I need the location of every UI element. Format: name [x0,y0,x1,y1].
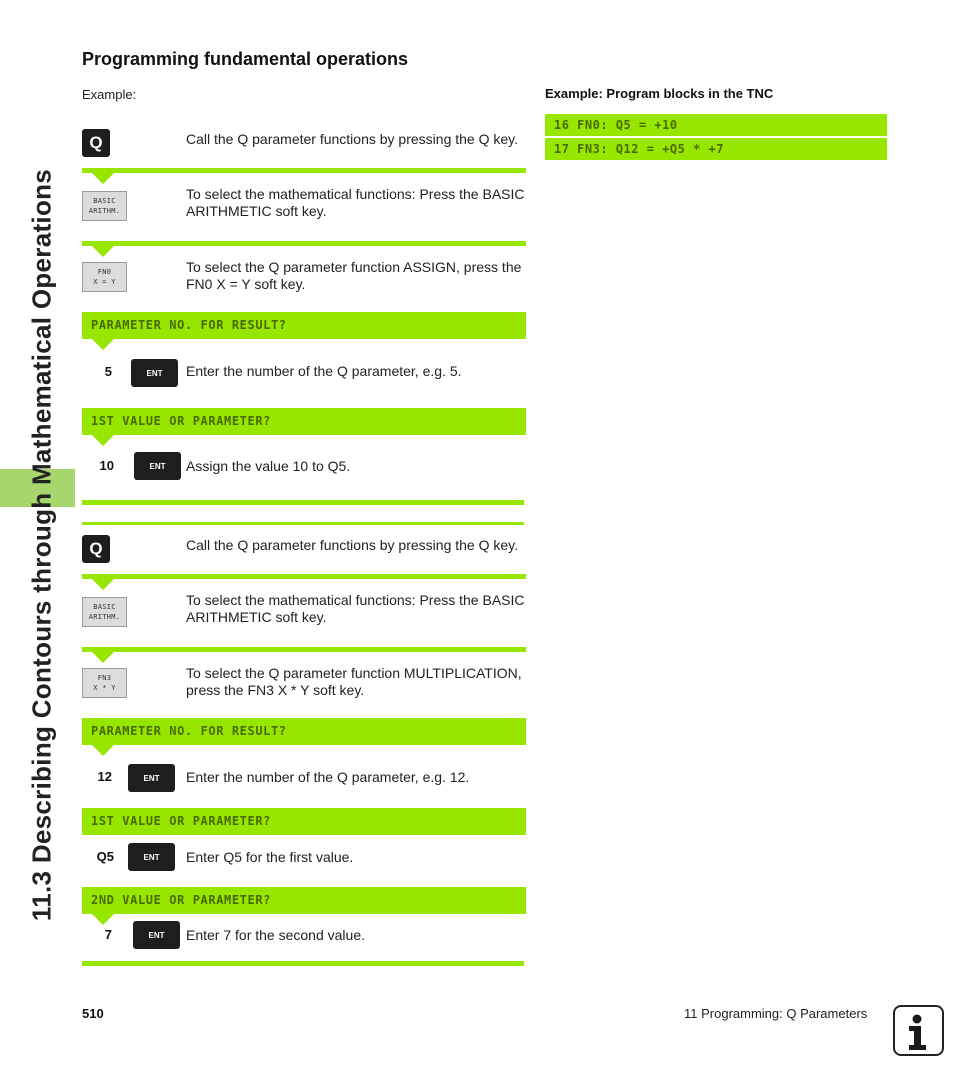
step-text: Enter the number of the Q parameter, e.g. 5. [186,363,462,379]
step-q-key [82,526,526,574]
step-text: To select the mathematical functions: Press the BASIC ARITHMETIC soft key. [186,186,525,219]
ent-key[interactable]: ENT [134,452,181,480]
step-text: To select the Q parameter function ASSIGN, press the FN0 X = Y soft key. [186,259,522,292]
step-text: Assign the value 10 to Q5. [186,458,351,474]
down-arrow-icon [92,579,114,590]
basic-arithmetic-softkey[interactable]: BASIC ARITHM. [82,191,127,221]
program-block: 16 FN0: Q5 = +10 [545,114,887,136]
down-arrow-icon [92,173,114,184]
step-text: Enter 7 for the second value. [186,927,365,943]
dialog-prompt: PARAMETER NO. FOR RESULT? [82,718,526,745]
dialog-sequence-assign [82,120,526,505]
ent-key[interactable]: ENT [128,843,175,871]
step-text: Enter the number of the Q parameter, e.g. 12. [186,769,470,785]
step-enter-value [82,435,526,500]
down-arrow-icon [92,652,114,663]
example-label: Example: [82,87,137,102]
q-key[interactable]: Q [82,535,110,563]
program-block: 17 FN3: Q12 = +Q5 * +7 [545,138,887,160]
program-example-title: Example: Program blocks in the TNC [545,86,774,101]
entry-value: Q5 [96,849,114,864]
fn0-softkey[interactable]: FN0 X = Y [82,262,127,292]
divider-bar [82,522,524,525]
step-basic-arithmetic [82,173,526,241]
section-title: Programming fundamental operations [82,49,409,69]
step-enter-value [82,835,526,887]
divider-bar [82,500,524,505]
down-arrow-icon [92,246,114,257]
step-fn3 [82,652,526,718]
step-enter-value [82,745,526,808]
dialog-prompt: PARAMETER NO. FOR RESULT? [82,312,526,339]
divider-bar [82,961,524,966]
step-text: Call the Q parameter functions by pressing the Q key. [186,131,519,147]
step-basic-arithmetic [82,579,526,647]
entry-value: 7 [104,927,112,942]
dialog-prompt: 2ND VALUE OR PARAMETER? [82,887,526,914]
step-text: Call the Q parameter functions by pressing the Q key. [186,537,519,553]
step-text: Enter Q5 for the first value. [186,849,354,865]
down-arrow-icon [92,914,114,925]
dialog-prompt: 1ST VALUE OR PARAMETER? [82,408,526,435]
step-enter-value [82,914,526,961]
entry-value: 5 [104,364,112,379]
step-fn0 [82,246,526,312]
dialog-sequence-multiplication [82,526,526,966]
dialog-prompt: 1ST VALUE OR PARAMETER? [82,808,526,835]
program-blocks [545,114,887,162]
step-enter-value [82,339,526,408]
footer-chapter: 11 Programming: Q Parameters [684,1006,868,1021]
chapter-title: 11.3 Describing Contours through Mathematical Operations [26,168,57,922]
ent-key[interactable]: ENT [131,359,178,387]
ent-key[interactable]: ENT [128,764,175,792]
info-icon [893,1005,944,1056]
step-text: To select the Q parameter function MULTIPLICATION, press the FN3 X * Y soft key. [186,665,522,698]
q-key[interactable]: Q [82,129,110,157]
down-arrow-icon [92,339,114,350]
fn3-softkey[interactable]: FN3 X * Y [82,668,127,698]
basic-arithmetic-softkey[interactable]: BASIC ARITHM. [82,597,127,627]
ent-key[interactable]: ENT [133,921,180,949]
entry-value: 10 [99,458,114,473]
step-q-key [82,120,526,168]
page-number: 510 [82,1006,104,1021]
down-arrow-icon [92,435,114,446]
down-arrow-icon [92,745,114,756]
step-text: To select the mathematical functions: Press the BASIC ARITHMETIC soft key. [186,592,525,625]
entry-value: 12 [97,769,112,784]
